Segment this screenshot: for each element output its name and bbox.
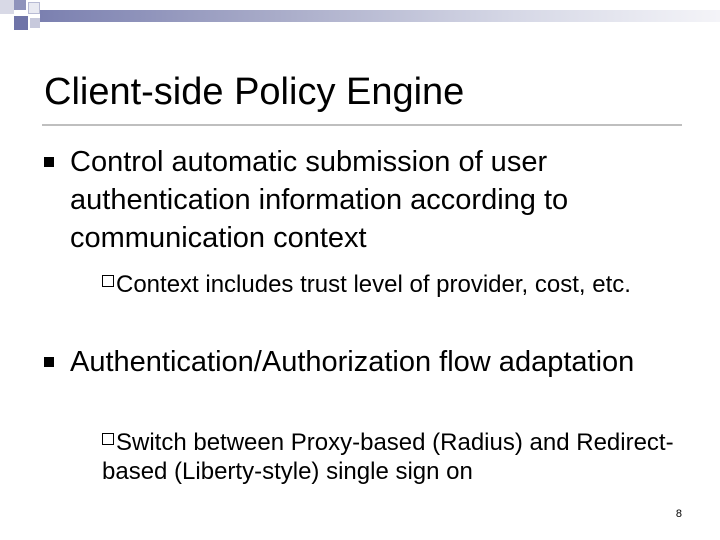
bullet-text: Control automatic submission of user authentication information according to communication context bbox=[70, 146, 569, 254]
corner-square-2 bbox=[14, 0, 26, 10]
sub-bullet-text: Context includes trust level of provider, cost, etc. bbox=[116, 271, 631, 298]
corner-square-3 bbox=[28, 2, 40, 14]
corner-square-4 bbox=[14, 16, 28, 30]
hollow-square-bullet-icon bbox=[102, 433, 114, 445]
hollow-square-bullet-icon bbox=[102, 275, 114, 287]
header-gradient-bar bbox=[40, 10, 720, 22]
page-number: 8 bbox=[675, 508, 682, 520]
sub-bullet-item bbox=[102, 270, 692, 299]
bullet-item bbox=[44, 343, 684, 381]
sub-bullet-text: Switch between Proxy-based (Radius) and Redirect-based (Liberty-style) single sign on bbox=[102, 429, 674, 485]
slide-title: Client-side Policy Engine bbox=[44, 71, 465, 113]
corner-square-1 bbox=[0, 0, 14, 14]
corner-square-5 bbox=[30, 18, 40, 28]
sub-bullet-item bbox=[102, 428, 692, 486]
title-divider bbox=[42, 124, 682, 126]
square-bullet-icon bbox=[44, 357, 54, 367]
bullet-item bbox=[44, 143, 684, 257]
bullet-text: Authentication/Authorization flow adaptation bbox=[70, 346, 635, 378]
square-bullet-icon bbox=[44, 157, 54, 167]
decorative-header bbox=[0, 0, 720, 40]
